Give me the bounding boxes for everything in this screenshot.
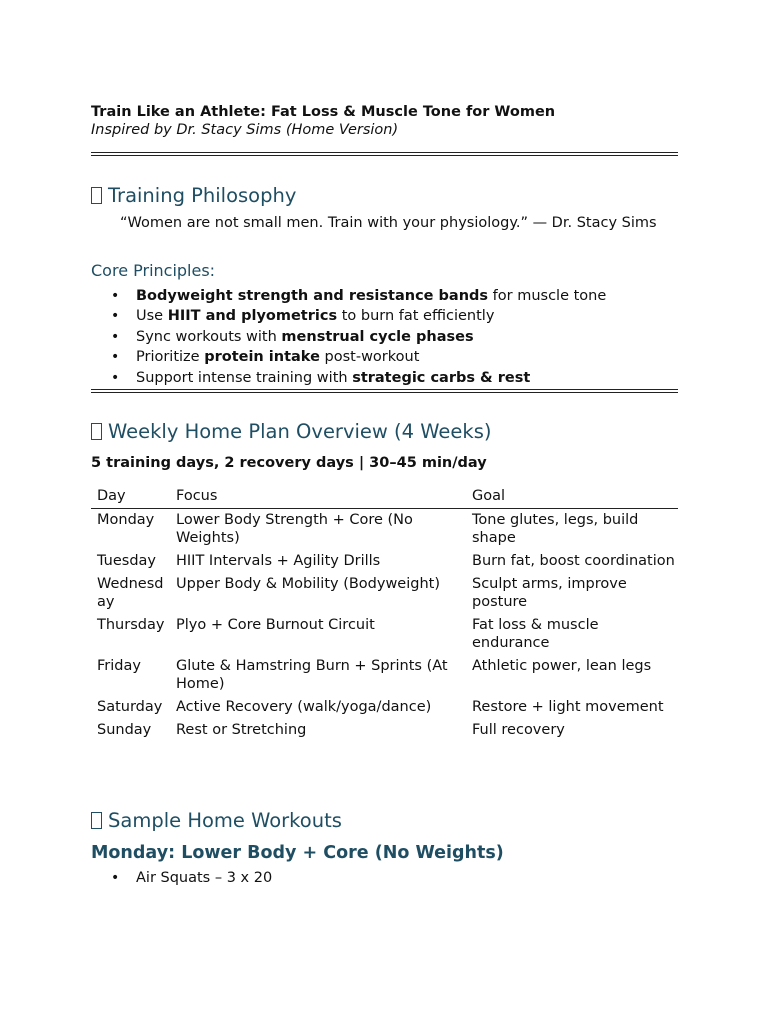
cell-focus: HIIT Intervals + Agility Drills (176, 553, 381, 569)
column-header-day: Day (91, 485, 170, 509)
table-row (91, 655, 678, 696)
cell-day: Saturday (97, 699, 163, 715)
cell-goal: Burn fat, boost coordination (472, 553, 675, 569)
section-divider (91, 389, 678, 393)
list-item: • Use HIIT and plyometrics to burn fat efficiently (91, 306, 606, 326)
cell-day: Sunday (97, 722, 152, 738)
weekly-summary: 5 training days, 2 recovery days | 30–45 min/day (91, 455, 487, 471)
weekly-plan-table (91, 485, 678, 742)
cell-goal: Restore + light movement (472, 699, 664, 715)
cell-focus: Plyo + Core Burnout Circuit (176, 617, 375, 633)
cell-focus: Upper Body & Mobility (Bodyweight) (176, 576, 440, 592)
cell-focus: Rest or Stretching (176, 722, 307, 738)
table-header-row (91, 485, 678, 509)
cell-day: Thursday (97, 617, 165, 633)
sample-workouts-heading-text: Sample Home Workouts (108, 809, 342, 832)
core-principles-heading: Core Principles: (91, 261, 216, 280)
cell-goal: Athletic power, lean legs (472, 658, 652, 674)
section-divider (91, 152, 678, 156)
list-item: • Air Squats – 3 x 20 (91, 868, 272, 888)
document-title: Train Like an Athlete: Fat Loss & Muscle Tone for Women (91, 104, 556, 120)
monday-workout-heading: Monday: Lower Body + Core (No Weights) (91, 843, 504, 863)
cell-focus: Active Recovery (walk/yoga/dance) (176, 699, 432, 715)
table-row (91, 550, 678, 573)
training-philosophy-heading-text: Training Philosophy (108, 184, 297, 207)
list-item: • Sync workouts with menstrual cycle phases (91, 327, 606, 347)
core-principles-list (91, 286, 606, 388)
missing-glyph-icon (91, 812, 102, 829)
table-row (91, 719, 678, 742)
missing-glyph-icon (91, 423, 102, 440)
table-row (91, 573, 678, 614)
philosophy-quote: “Women are not small men. Train with your physiology.” — Dr. Stacy Sims (120, 215, 657, 231)
missing-glyph-icon (91, 187, 102, 204)
cell-focus: Glute & Hamstring Burn + Sprints (At Home) (176, 658, 448, 692)
list-item: • Support intense training with strategic carbs & rest (91, 368, 606, 388)
cell-day: Wednesday (97, 576, 164, 610)
cell-goal: Full recovery (472, 722, 565, 738)
sample-workouts-heading (91, 809, 342, 832)
column-header-goal: Goal (466, 485, 678, 509)
document-subtitle: Inspired by Dr. Stacy Sims (Home Version) (91, 122, 399, 138)
column-header-focus: Focus (170, 485, 466, 509)
cell-goal: Tone glutes, legs, build shape (472, 512, 639, 546)
list-item: • Prioritize protein intake post-workout (91, 347, 606, 367)
cell-focus: Lower Body Strength + Core (No Weights) (176, 512, 413, 546)
table-row (91, 509, 678, 551)
weekly-plan-heading (91, 420, 491, 443)
table-row (91, 614, 678, 655)
table-row (91, 696, 678, 719)
training-philosophy-heading (91, 184, 296, 207)
cell-goal: Sculpt arms, improve posture (472, 576, 627, 610)
cell-goal: Fat loss & muscle endurance (472, 617, 599, 651)
cell-day: Tuesday (97, 553, 156, 569)
monday-workout-list (91, 868, 272, 888)
cell-day: Friday (97, 658, 141, 674)
weekly-plan-heading-text: Weekly Home Plan Overview (4 Weeks) (108, 420, 492, 443)
cell-day: Monday (97, 512, 155, 528)
list-item: • Bodyweight strength and resistance bands for muscle tone (91, 286, 606, 306)
